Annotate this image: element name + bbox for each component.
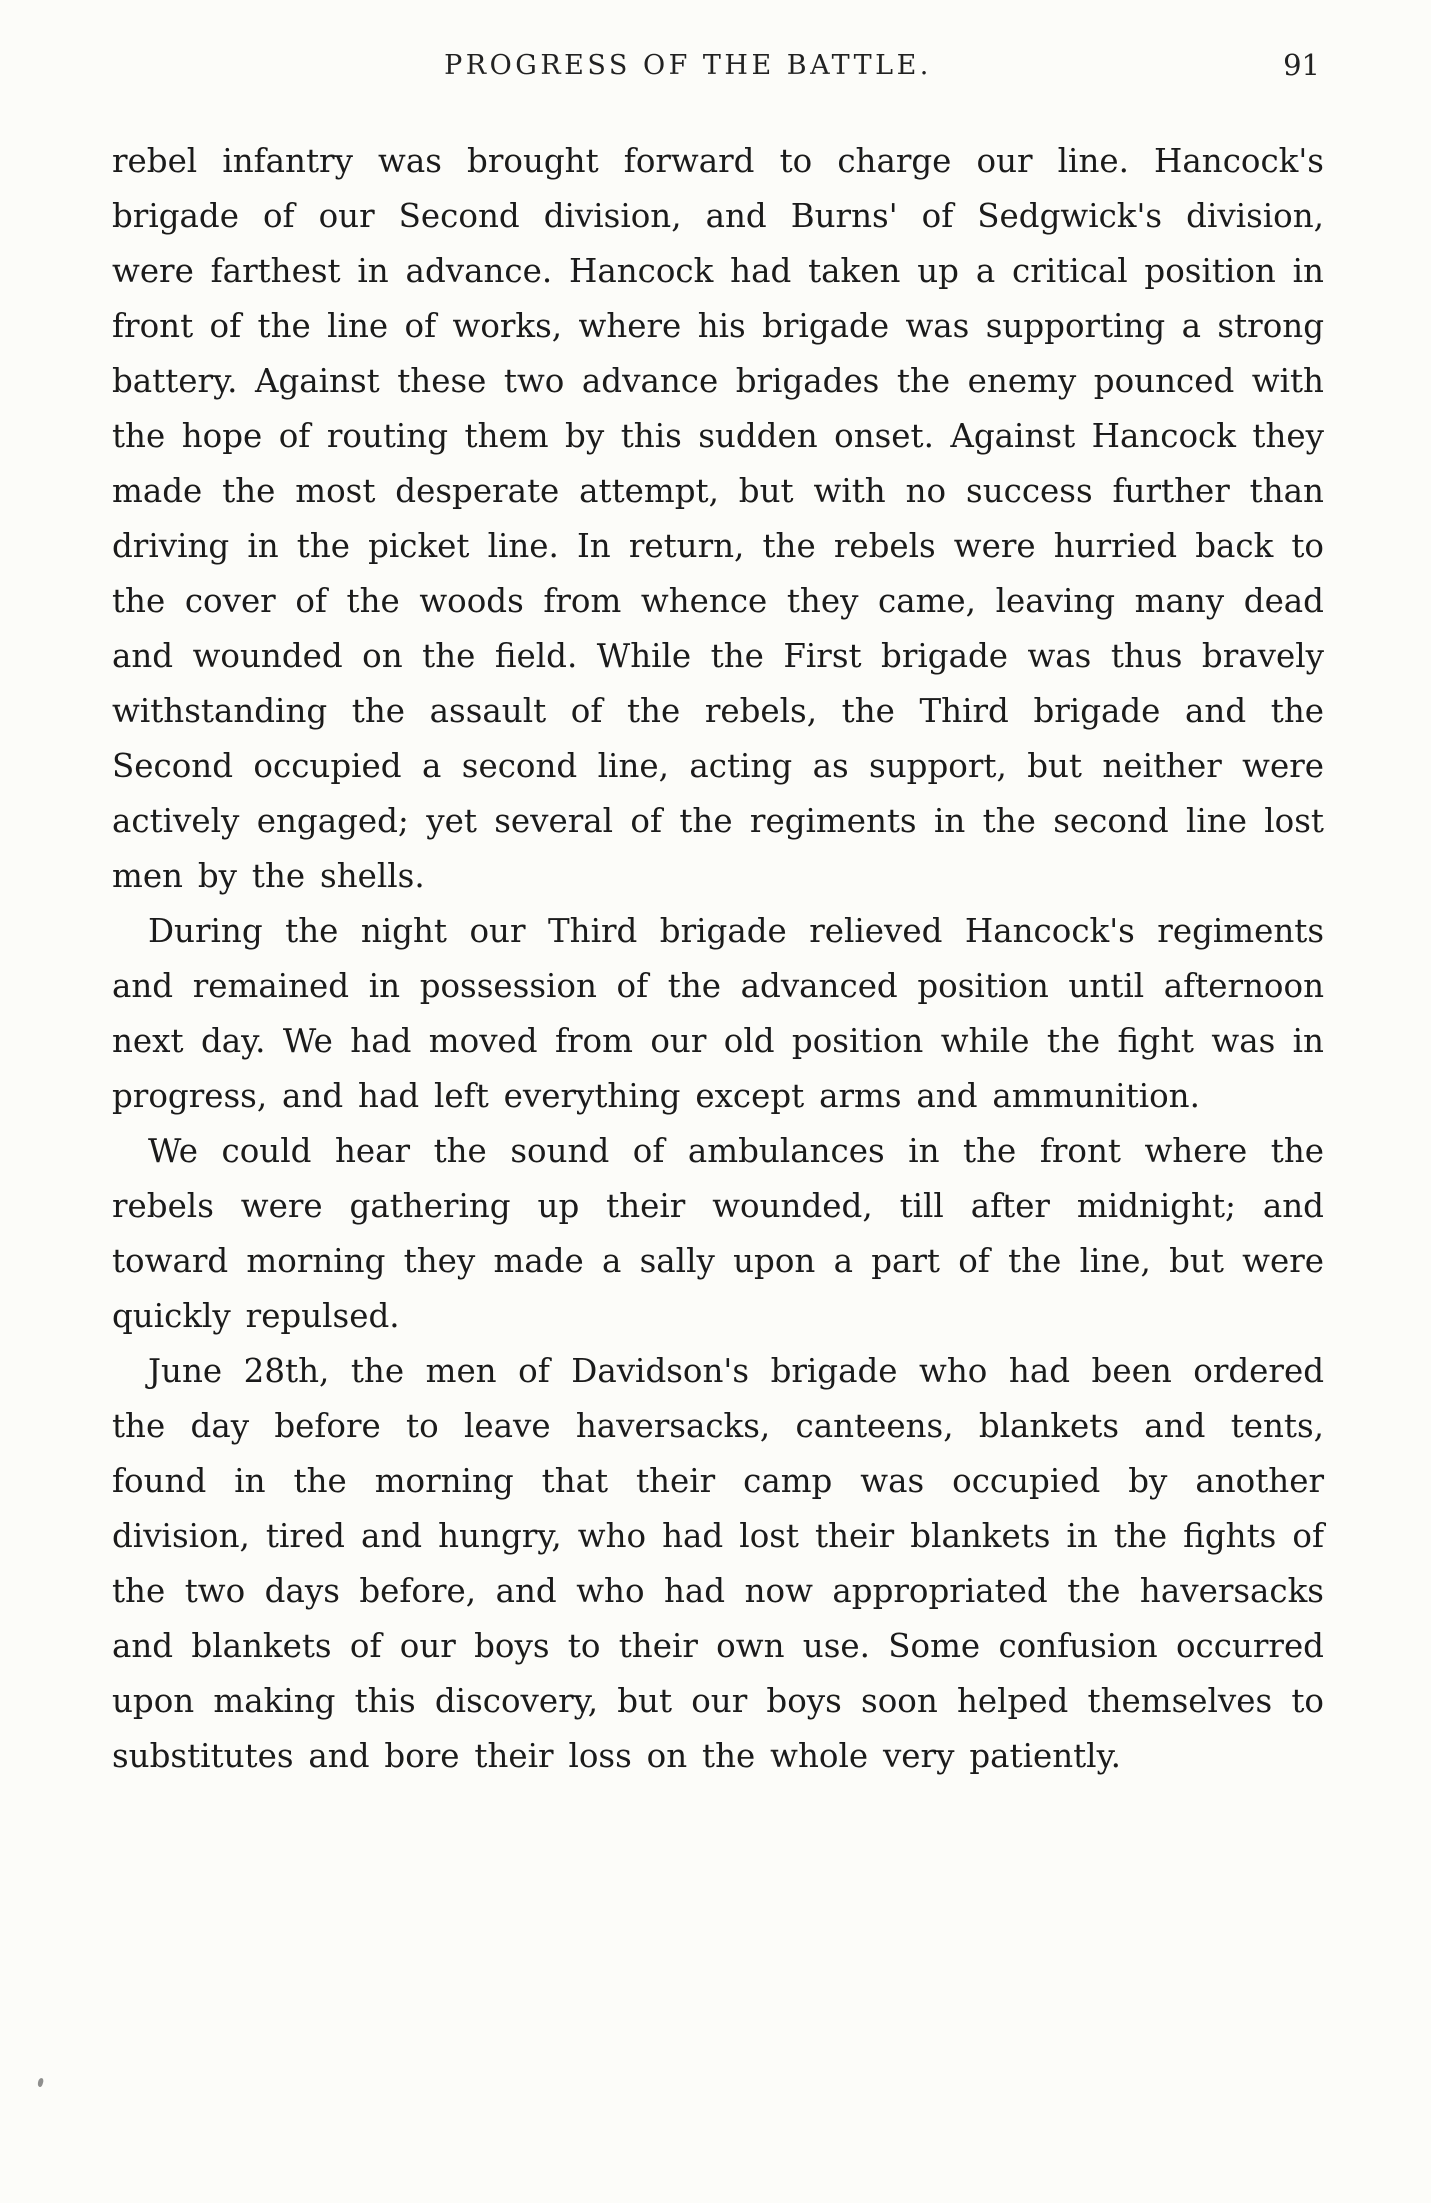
paragraph: rebel infantry was brought forward to charge our line. Hancock's brigade of our Second division, and Burns' of Sedgwick's division, were farthest in advance. Hancock had taken up a critical position in front of the line of works, where his brigade was supporting a strong battery. Against these two advance brigades the enemy pounced with the hope of routing them by this sudden onset. Against Hancock they made the most desperate attempt, but with no success further than driving in the picket line. In return, the rebels were hurried back to the cover of the woods from whence they came, leaving many dead and wounded on the field. While the First brigade was thus bravely withstanding the assault of the rebels, the Third brigade and the Second occupied a second line, acting as support, but neither were actively engaged; yet several of the regiments in the second line lost men by the shells.: [112, 142, 1324, 895]
paragraph: During the night our Third brigade relieved Hancock's regiments and remained in possession of the advanced position until afternoon next day. We had moved from our old position while the fight was in progress, and had left everything except arms and ammunition.: [112, 912, 1324, 1115]
book-page: [112, 50, 1324, 1784]
page-title: PROGRESS OF THE BATTLE.: [444, 50, 932, 81]
page-number: 91: [1283, 48, 1320, 82]
paragraph: June 28th, the men of Davidson's brigade who had been ordered the day before to leave haversacks, canteens, blankets and tents, found in the morning that their camp was occupied by another division, tired and hungry, who had lost their blankets in the fights of the two days before, and who had now appropriated the haversacks and blankets of our boys to their own use. Some confusion occurred upon making this discovery, but our boys soon helped themselves to substitutes and bore their loss on the whole very patiently.: [112, 1352, 1324, 1775]
paragraph: We could hear the sound of ambulances in the front where the rebels were gathering up their wounded, till after midnight; and toward morning they made a sally upon a part of the line, but were quickly repulsed.: [112, 1132, 1324, 1335]
running-head: [112, 50, 1324, 92]
scan-artifact: [37, 2077, 45, 2087]
body-text: [112, 134, 1324, 1784]
